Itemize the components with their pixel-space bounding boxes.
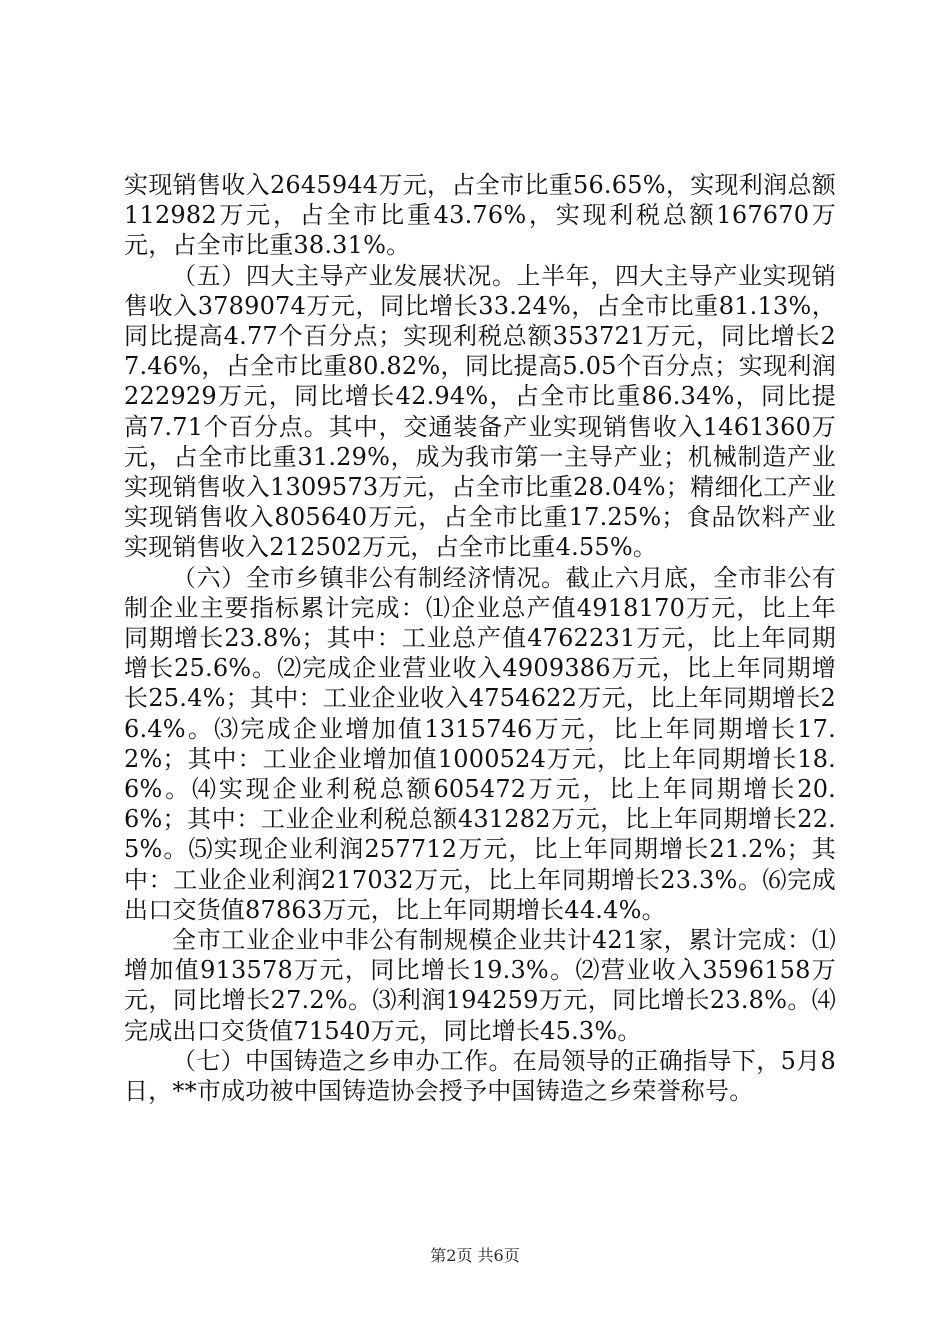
paragraph-four-industries: （五）四大主导产业发展状况。上半年，四大主导产业实现销售收入3789074万元，同比增长33.24%，占全市比重81.13%，同比提高4.77个百分点；实现利税总额353721万元，同比增长27.46%，占全市比重80.82%，同比提高5.05个百分点；实现利润222929万元，同比增长42.94%，占全市比重86.34%，同比提高7.71个百分点。其中，交通装备产业实现销售收入1461360万元，占全市比重31.29%，成为我市第一主导产业；机械制造产业实现销售收入1309573万元，占全市比重28.04%；精细化工产业实现销售收入805640万元，占全市比重17.25%；食品饮料产业实现销售收入212502万元，占全市比重4.55%。	[124, 261, 836, 562]
document-body	[124, 170, 836, 1106]
paragraph-scale-enterprises: 全市工业企业中非公有制规模企业共计421家，累计完成：⑴增加值913578万元，同比增长19.3%。⑵营业收入3596158万元，同比增长27.2%。⑶利润194259万元，同比增长23.8%。⑷完成出口交货值71540万元，同比增长45.3%。	[124, 926, 836, 1045]
paragraph-sales-summary: 实现销售收入2645944万元，占全市比重56.65%，实现利润总额112982万元，占全市比重43.76%，实现利税总额167670万元，占全市比重38.31%。	[124, 171, 836, 260]
page-number-footer: 第2页 共6页	[430, 1246, 520, 1265]
paragraph-non-public-economy: （六）全市乡镇非公有制经济情况。截止六月底，全市非公有制企业主要指标累计完成：⑴企业总产值4918170万元，比上年同期增长23.8%；其中：工业总产值4762231万元，比上年同期增长25.6%。⑵完成企业营业收入4909386万元，比上年同期增长25.4%；其中：工业企业收入4754622万元，比上年同期增长26.4%。⑶完成企业增加值1315746万元，比上年同期增长17.2%；其中：工业企业增加值1000524万元，比上年同期增长18.6%。⑷实现企业利税总额605472万元，比上年同期增长20.6%；其中：工业企业利税总额431282万元，比上年同期增长22.5%。⑸实现企业利润257712万元，比上年同期增长21.2%；其中：工业企业利润217032万元，比上年同期增长23.3%。⑹完成出口交货值87863万元，比上年同期增长44.4%。	[124, 563, 836, 924]
paragraph-casting-hometown: （七）中国铸造之乡申办工作。在局领导的正确指导下，5月8日，**市成功被中国铸造协会授予中国铸造之乡荣誉称号。	[124, 1046, 836, 1106]
